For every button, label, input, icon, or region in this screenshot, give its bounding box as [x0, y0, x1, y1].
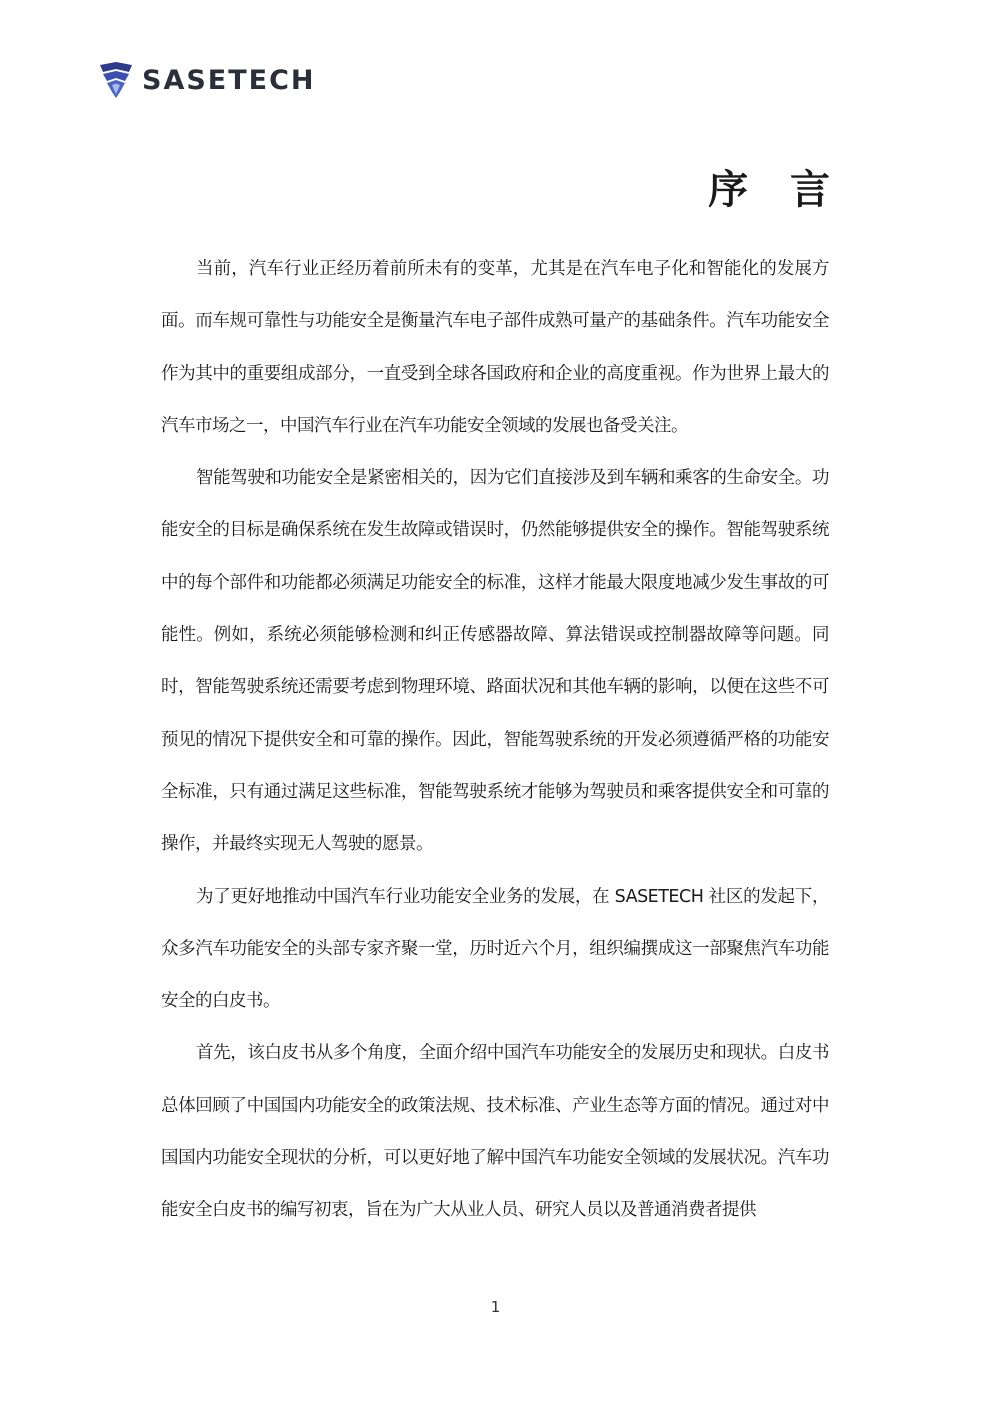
paragraph-2: 智能驾驶和功能安全是紧密相关的，因为它们直接涉及到车辆和乘客的生命安全。功能安全的目标是确保系统在发生故障或错误时，仍然能够提供安全的操作。智能驾驶系统中的每个部件和功能都必须满足功能安全的标准，这样才能最大限度地减少发生事故的可能性。例如，系统必须能够检测和纠正传感器故障、算法错误或控制器故障等问题。同时，智能驾驶系统还需要考虑到物理环境、路面状况和其他车辆的影响，以便在这些不可预见的情况下提供安全和可靠的操作。因此，智能驾驶系统的开发必须遵循严格的功能安全标准，只有通过满足这些标准，智能驾驶系统才能够为驾驶员和乘客提供安全和可靠的操作，并最终实现无人驾驶的愿景。 — [161, 468, 829, 855]
page-title: 序 言 — [708, 166, 844, 213]
paragraph-1: 当前，汽车行业正经历着前所未有的变革，尤其是在汽车电子化和智能化的发展方面。而车规可靠性与功能安全是衡量汽车电子部件成熟可量产的基础条件。汽车功能安全作为其中的重要组成部分，一直受到全球各国政府和企业的高度重视。作为世界上最大的汽车市场之一，中国汽车行业在汽车功能安全领域的发展也备受关注。 — [161, 259, 829, 436]
logo-text: SASETECH — [142, 64, 316, 96]
page-number: 1 — [490, 1298, 501, 1316]
paragraph-4: 首先，该白皮书从多个角度，全面介绍中国汽车功能安全的发展历史和现状。白皮书总体回顾了中国国内功能安全的政策法规、技术标准、产业生态等方面的情况。通过对中国国内功能安全现状的分析，可以更好地了解中国汽车功能安全领域的发展状况。汽车功能安全白皮书的编写初衷，旨在为广大从业人员、研究人员以及普通消费者提供 — [161, 1043, 829, 1221]
paragraph-3: 为了更好地推动中国汽车行业功能安全业务的发展，在 SASETECH 社区的发起下，众多汽车功能安全的头部专家齐聚一堂，历时近六个月，组织编撰成这一部聚焦汽车功能安全的白皮书。 — [161, 886, 829, 1012]
preface-body — [161, 243, 829, 1237]
header-logo — [98, 60, 316, 100]
shield-wing-icon — [98, 61, 134, 99]
